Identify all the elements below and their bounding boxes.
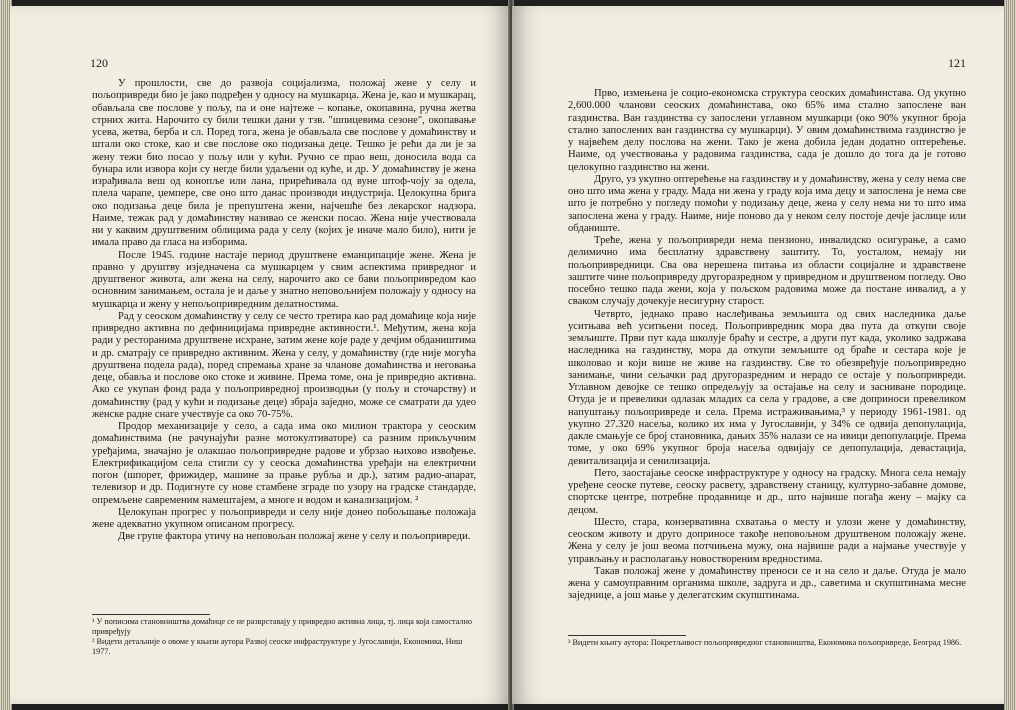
paragraph: Друго, уз укупно оптерећење на газдинству и у домаћинству, жена у селу нема све оно што има жена у граду. Мада ни жена у граду која има децу и запослена је нема све што је потребно у погледу помоћи у подизању деце, жена у селу нема ни то што има запослена жена у граду. Наиме, није поново да у неком селу постоје дечје јаслице или обданиште. (568, 173, 966, 234)
paragraph: Прво, измењена је социо-економска структура сеоских домаћинстава. Од укупно 2,600.000 чланови сеоских домаћинстава, око 65% има стално запослене ван газдинства. Ван газдинства су запослени углавном мушкарци (око 90% укупног броја стално запослених ван газдинства су мушкарци). У овим домаћинствима газдинство је у највећем делу послова на жени. Тако је жена добила један додатно оптерећење. Наиме, од учествовања у радовима газдинства, сада је дошло до тога да је готово целокупно газдинство на жени. (568, 88, 966, 173)
paragraph: Рад у сеоском домаћинству у селу се често третира као рад домаћице која није привредно активна по дефиницијама привредне активности.¹. Међутим, жена која ради у ресторанима друштвене исхране, затим жене које раде у дечјим обдаништима и др. сматрају се привредно активним. Жена у селу, у домаћинству (где није могућа друштвена подела рада), поред спремања хране за чланове домаћинства и неговања деце, обавља и послове око стоке и живине. Према томе, она је привредно активна. Ако се укупан фонд рада у пољопривредној производњи (у пољу и сточарству) и домаћинству (рад у кући и подизање деце) збраја заједно, може се сматрати да удео женске радне снаге учествује са око 70-75%. (92, 310, 476, 420)
footnote: ² Видети детаљније о овоме у књизи аутора Развој сеоске инфраструктуре у Југославији, Економика, Ниш 1977. (92, 637, 463, 656)
page-number: 120 (90, 56, 108, 70)
footnote: ³ Видети књигу аутора: Покретљивост пољопривредног становништва, Економика пољопривреде, Београд 1986. (568, 638, 962, 647)
paragraph: Такав положај жене у домаћинству преноси се и на село и даље. Отуда је мало жена у самоуправним органима школе, задруга и др., саветима и скупштинама месне заједнице, а још мање у делегатским скупштинама. (568, 565, 966, 602)
right-page (512, 6, 1006, 704)
left-page (10, 6, 510, 704)
page-stack-right-edge (1004, 0, 1016, 710)
paragraph: После 1945. године настаје период друштвене еманципације жене. Жена је правно у друштву изједначена са мушкарцем у свим аспектима привредног и друштвеног живота, али жена на селу, нарочито ако се бави пољопривредом као основним занимањем, остала је и даље у знатно неповољнијем положају у односу на мушкарца и жену у непољопривредним делатностима. (92, 249, 476, 310)
paragraph: У прошлости, све до развоја социјализма, положај жене у селу и пољопривреди био је јако подређен у односу на мушкарца. Жена је, као и мушкарац, обављала све послове у пољу, па и оне најтеже – копање, окопавина, ручна жетва стрних жита. Нарочито су били тешки дани у тзв. "шпицевима сезоне", окопавање усева, жетва, берба и сл. Поред тога, жена је обављала све послове у домаћинству и штали око стоке, као и све послове око подизања деце. Тешко је рећи да ли је за жену тежи био посао у пољу или у кући. Ручно се прао веш, доносила вода са бунара или извора који су негде били удаљени од куће, и др. У домаћинству је жена израђивала веш од конопље или лана, прирећивала од вуне штоф-чоју за одела, плела чарапе, џемпере, све оно што данас производи индустрија. Целокупна брига око подизања деце била је препуштена жени, најчешће без лекарског надзора. Наиме, тежак рад у домаћинству називао се женски посао. Жена није учествовала ни у каквим друштвеним облицима рада у селу (којих је иначе мало било), нити је имала право да гласа на изборима. (92, 78, 476, 249)
footnotes (92, 614, 476, 657)
paragraph: Пето, заостајање сеоске инфраструктуре у односу на градску. Многа села немају уређене сеоске путеве, сеоску расвету, здравствену станицу, културно-забавне домове, спортске центре, потребне продавнице и др., што највише погађа жену – мајку са децом. (568, 467, 966, 516)
footnote: ¹ У пописима становништва домаћице се не разврставају у привредно активна лица, тј. лица која самостално привређују (92, 617, 472, 636)
page-number: 121 (948, 56, 966, 70)
body-text (92, 78, 476, 544)
paragraph: Продор механизације у село, а сада има око милион трактора у сеоским домаћинствима (не рачунајући разне мотокултиваторе) са разним прикључним уређајима, значајно је олакшао пољопривредне радове и убрзао њихово извођење. Електрификацијом села стигли су у сеоска домаћинства уређаји на електрични погон (шпорет, фрижидер, машине за прање рубља и др.), затим радио-апарат, телевизор и др. Подигнуте су нове стамбене зграде по узору на градске стандарде, опремљене савременим намештајем, а многе и водом и канализацијом. ² (92, 421, 476, 506)
paragraph: Шесто, стара, конзервативна схватања о месту и улози жене у домаћинству, сеоском животу и друго доприносе такође неповољном друштвеном положају жене. Жена у селу је још веома потчињена мужу, она највише ради а најмање учествује у управљању и располагању новоствореним вредностима. (568, 516, 966, 565)
footnote-rule (92, 614, 210, 615)
paragraph: Четврто, једнако право наслеђивања земљишта од свих наследника даље уситњава већ уситњени посед. Пољопривредник мора два пута да откупи своје земљиште. Први пут када школује браћу и сестре, а други пут када, уколико задржава наследника на газдинству, мора да откупи земљиште од браће и сестара које је школовао и који више не живе на газдинству. Све то обезвређује пољопривредно занимање, чини сељачки рад другоразредним и нерадо се остаје у пољопривреди. Углавном девојке се тешко опредељују за остајање на селу и засниване породице. Отуда је и превелики одлазак младих са села у градове, а све доприноси превеликом напуштању пољопривреде и села. Према истраживањима,³ у периоду 1961-1981. од укупно 27.320 насеља, колико их има у Југославији, у 34% се одвија депопулација, дакле смањује се број становника, дањих 35% налази се на ивици депопулације. Према томе, у око 69% укупног броја насеља одвијају се депопулација, девастација, девитализација и сенилизација. (568, 308, 966, 467)
footnotes (568, 635, 966, 648)
footnote-rule (568, 635, 686, 636)
paragraph: Целокупан прогрес у пољопривреди и селу није донео побољшање положаја жене адекватно укупном описаном прогресу. (92, 506, 476, 530)
paragraph: Две групе фактора утичу на неповољан положај жене у селу и пољопривреди. (118, 531, 471, 543)
paragraph: Треће, жена у пољопривреди нема пензионо, инвалидско осигурање, а само делимично има бесплатну здравствену заштиту. То, уосталом, немају ни пољопривредници. Сва ова нерешена питања из области социјалне и здравствене заштите чине пољопривреду другоразредном у привредном и друштвеном погледу. Ово посебно тешко пада жени, која у пољском радовима може да постане инвалид, а у сваком случају дочекује несигурну старост. (568, 235, 966, 308)
body-text (568, 88, 966, 603)
